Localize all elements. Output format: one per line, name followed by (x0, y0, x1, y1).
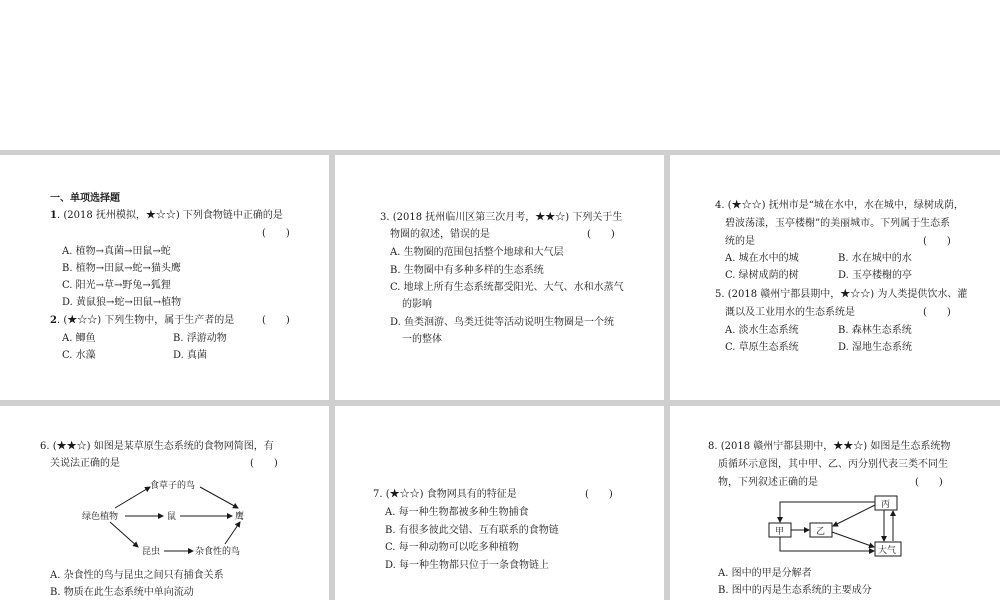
question-3-answer-paren: ( ) (587, 229, 615, 240)
question-card-3 (670, 155, 1000, 400)
question-8-option-b: B. 图中的丙是生态系统的主要成分 (718, 585, 872, 596)
question-6-line-2: 关说法正确的是 (50, 458, 120, 469)
question-7-option-c: C. 每一种动物可以吃多种植物 (385, 542, 519, 553)
question-5-option-b: B. 森林生态系统 (838, 325, 912, 336)
question-5-answer-paren: ( ) (923, 307, 951, 318)
question-5-option-d: D. 湿地生态系统 (838, 342, 913, 353)
question-4-line-3: 统的是 (725, 236, 755, 247)
question-4-option-d: D. 玉亭楼榭的亭 (838, 270, 913, 281)
question-3-option-d-cont: 一的整体 (402, 334, 442, 345)
question-4-answer-paren: ( ) (923, 236, 951, 247)
question-1-number: 1 (50, 210, 57, 221)
question-card-6 (670, 406, 1000, 600)
cycle-label-jia: 甲 (775, 527, 785, 537)
question-5-line-1: 5. (2018 赣州宁都县期中，★☆☆) 为人类提供饮水、灌 (715, 289, 968, 300)
question-2-option-a: A. 鲫鱼 (62, 333, 96, 344)
question-8-answer-paren: ( ) (915, 477, 943, 488)
question-6-option-b: B. 物质在此生态系统中单向流动 (50, 587, 194, 598)
question-1-option-c: C. 阳光→草→野兔→狐狸 (62, 280, 171, 291)
question-2-number: 2 (50, 315, 57, 326)
question-2-option-d: D. 真菌 (173, 350, 208, 361)
food-web-diagram (0, 472, 329, 567)
web-label-green-plant: 绿色植物 (82, 512, 119, 522)
question-3-line-2: 物圈的叙述，错误的是 (390, 229, 490, 240)
question-8-line-1: 8. (2018 赣州宁都县期中，★★☆) 如图是生态系统物 (708, 441, 951, 452)
question-6-option-a: A. 杂食性的鸟与昆虫之间只有捕食关系 (50, 570, 224, 581)
question-7-stem: 7. (★☆☆) 食物网具有的特征是 (373, 489, 517, 500)
arrow-jia-to-atmosphere (780, 537, 874, 551)
question-8-line-2: 质循环示意图，其中甲、乙、丙分别代表三类不同生 (718, 459, 948, 470)
question-8-option-a: A. 图中的甲是分解者 (718, 568, 812, 579)
cycle-label-atmosphere: 大气 (878, 546, 897, 556)
question-7-option-d: D. 每一种生物都只位于一条食物链上 (385, 560, 550, 571)
question-1-option-d: D. 黄鼠狼→蛇→田鼠→植物 (62, 297, 182, 308)
web-label-mouse: 鼠 (167, 512, 177, 522)
arrow-plant-to-insect (110, 522, 138, 547)
question-7-option-a: A. 每一种生物都被多种生物捕食 (385, 507, 529, 518)
question-2-stem (50, 315, 234, 327)
question-2-option-c: C. 水藻 (62, 350, 96, 361)
web-label-insect: 昆虫 (142, 547, 161, 557)
question-card-5 (335, 406, 664, 600)
question-1-text: . (2018 抚州模拟，★☆☆) 下列食物链中正确的是 (56, 210, 283, 221)
web-label-omnivore-bird: 杂食性的鸟 (195, 547, 241, 557)
question-4-option-a: A. 城在水中的城 (725, 253, 799, 264)
question-3-option-a: A. 生物圈的范围包括整个地球和大气层 (390, 247, 564, 258)
question-7-answer-paren: ( ) (585, 489, 613, 500)
question-3-option-c: C. 地球上所有生态系统都受阳光、大气、水和水蒸气 (390, 282, 624, 293)
question-8-line-3: 物，下列叙述正确的是 (718, 477, 818, 488)
arrow-yi-to-atmosphere (832, 532, 874, 547)
question-1-answer-paren: ( ) (262, 228, 290, 239)
question-2-answer-paren: ( ) (262, 315, 290, 326)
question-3-line-1: 3. (2018 抚州临川区第三次月考，★★☆) 下列关于生 (380, 212, 623, 223)
arrow-bing-to-yi (833, 505, 875, 526)
question-7-option-b: B. 有很多彼此交错、互有联系的食物链 (385, 525, 559, 536)
question-1-option-b: B. 植物→田鼠→蛇→猫头鹰 (62, 263, 181, 274)
question-5-option-c: C. 草原生态系统 (725, 342, 799, 353)
question-1-option-a: A. 植物→真菌→田鼠→蛇 (62, 246, 171, 257)
question-3-option-d: D. 鱼类洄游、鸟类迁徙等活动说明生物圈是一个统 (390, 317, 615, 328)
cycle-label-yi: 乙 (816, 527, 826, 537)
question-3-option-c-cont: 的影响 (402, 299, 432, 310)
question-4-option-b: B. 水在城中的水 (838, 253, 912, 264)
question-6-line-1: 6. (★★☆) 如图是某草原生态系统的食物网简图，有 (40, 441, 274, 452)
question-4-line-2: 碧波荡漾，玉亭楼榭”的美丽城市。下列属于生态系 (725, 218, 951, 229)
question-4-line-1: 4. (★☆☆) 抚州市是“城在水中，水在城中，绿树成荫， (715, 200, 964, 211)
arrow-seedbird-to-hawk (200, 487, 238, 508)
arrow-omnivorebird-to-hawk (225, 522, 240, 544)
question-6-answer-paren: ( ) (250, 458, 278, 469)
web-label-hawk: 鹰 (235, 512, 245, 522)
cycle-label-bing: 丙 (881, 500, 891, 510)
section-heading: 一、单项选择题 (50, 193, 120, 204)
question-card-2 (335, 155, 664, 400)
question-4-option-c: C. 绿树成荫的树 (725, 270, 799, 281)
question-card-1 (0, 155, 329, 400)
arrow-plant-to-seedbird (115, 487, 150, 508)
question-card-4 (0, 406, 329, 600)
question-2-option-b: B. 浮游动物 (173, 333, 227, 344)
question-2-text: . (★☆☆) 下列生物中，属于生产者的是 (56, 315, 235, 326)
question-5-option-a: A. 淡水生态系统 (725, 325, 799, 336)
web-label-seed-bird: 食草子的鸟 (150, 481, 196, 491)
material-cycle-diagram (670, 490, 1000, 565)
question-3-option-b: B. 生物圈中有多种多样的生态系统 (390, 265, 544, 276)
question-5-line-2: 溉以及工业用水的生态系统是 (725, 307, 855, 318)
question-1-stem (50, 210, 283, 222)
